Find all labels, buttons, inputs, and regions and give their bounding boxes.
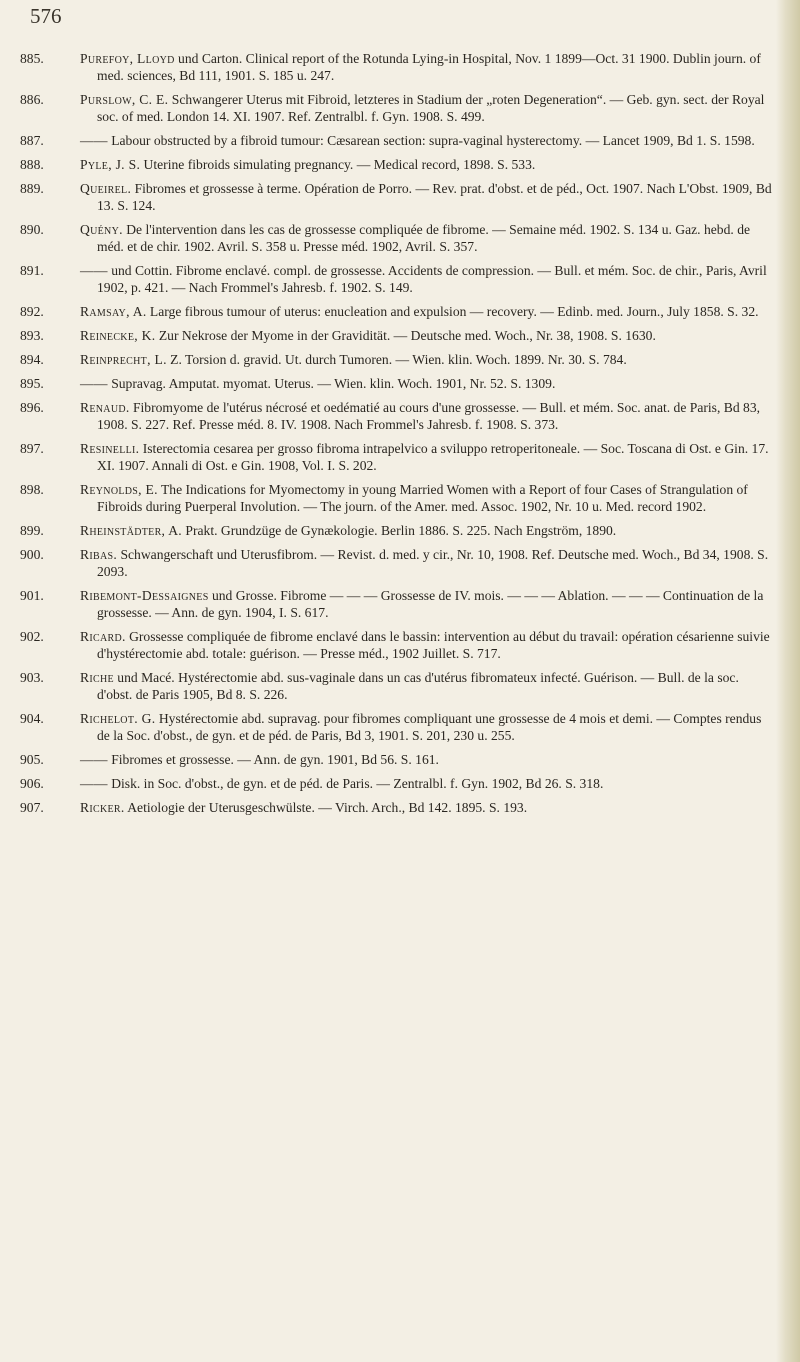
entry-text: Supravag. Amputat. myomat. Uterus. — Wien. klin. Woch. 1901, Nr. 52. S. 1309. — [107, 376, 556, 391]
entry-citation — [80, 375, 772, 392]
bibliography-entry — [20, 180, 772, 214]
entry-author: Riche — [80, 670, 114, 685]
entry-text: Grossesse compliquée de fibrome enclavé dans le bassin: intervention au début du travail: opération césarienne suivie d'hystérectomie abd. totale: guérison. — Presse méd., 1902 Juillet. S. 717. — [97, 629, 770, 661]
bibliography-entry — [20, 303, 772, 320]
entry-citation — [80, 751, 772, 768]
bibliography-entry — [20, 669, 772, 703]
entry-number: 895. — [20, 376, 44, 391]
entry-text: und Grosse. Fibrome — — — Grossesse de IV. mois. — — — Ablation. — — — Continuation de la grossesse. — Ann. de gyn. 1904, I. S. 617. — [97, 588, 764, 620]
entry-text: De l'intervention dans les cas de grossesse compliquée de fibrome. — Semaine méd. 1902. S. 134 u. Gaz. hebd. de méd. et de chir. 1902. Avril. S. 358 u. Presse méd. 1902, Avril. S. 357. — [97, 222, 751, 254]
bibliography-entry — [20, 156, 772, 173]
entry-text: Labour obstructed by a fibroid tumour: Cæsarean section: supra-vaginal hysterectomy. — Lancet 1909, Bd 1. S. 1598. — [107, 133, 755, 148]
entry-text: und Carton. Clinical report of the Rotunda Lying-in Hospital, Nov. 1 1899—Oct. 31 1900. Dublin journ. of med. sciences, Bd 111, 1901. S. 185 u. 247. — [97, 51, 761, 83]
entry-author: —— — [80, 133, 108, 148]
entry-text: Aetiologie der Uterusgeschwülste. — Virch. Arch., Bd 142. 1895. S. 193. — [124, 800, 528, 815]
entry-citation — [80, 522, 772, 539]
entry-text: Isterectomia cesarea per grosso fibroma intrapelvico a sviluppo retroperitoneale. — Soc. Toscana di Ost. e Gin. 17. XI. 1907. Annali di Ost. e Gin. 1908, Vol. I. S. 202. — [97, 441, 769, 473]
entry-number: 892. — [20, 304, 44, 319]
bibliography-entry — [20, 351, 772, 368]
entry-number: 906. — [20, 776, 44, 791]
bibliography-entry — [20, 91, 772, 125]
entry-author: Rheinstädter, A. — [80, 523, 183, 538]
entry-author: —— — [80, 752, 108, 767]
bibliography-entry — [20, 481, 772, 515]
entry-text: Schwangerschaft und Uterusfibrom. — Revist. d. med. y cir., Nr. 10, 1908. Ref. Deutsche med. Woch., Bd 34, 1908. S. 2093. — [97, 547, 769, 579]
entry-citation — [80, 440, 772, 474]
entry-number: 901. — [20, 588, 44, 603]
entry-author: Ricard. — [80, 629, 126, 644]
bibliography-entry — [20, 587, 772, 621]
entry-text: Fibromes et grossesse à terme. Opération de Porro. — Rev. prat. d'obst. et de péd., Oct. 1907. Nach L'Obst. 1909, Bd 13. S. 124. — [97, 181, 772, 213]
entry-number: 891. — [20, 263, 44, 278]
entry-author: Pyle, J. S. — [80, 157, 141, 172]
entry-citation — [80, 669, 772, 703]
entry-text: Hystérectomie abd. supravag. pour fibromes compliquant une grossesse de 4 mois et demi. — Comptes rendus de la Soc. d'obst., de gyn. et de péd. de Paris, Bd 3, 1901. S. 201, 230 u. 255. — [97, 711, 762, 743]
bibliography-list — [20, 50, 772, 823]
entry-number: 888. — [20, 157, 44, 172]
entry-author: Ricker. — [80, 800, 125, 815]
bibliography-entry — [20, 132, 772, 149]
entry-author: Reinprecht, L. — [80, 352, 167, 367]
entry-citation — [80, 481, 772, 515]
entry-number: 902. — [20, 629, 44, 644]
entry-author: Queirel. — [80, 181, 132, 196]
entry-author: —— — [80, 776, 108, 791]
entry-number: 896. — [20, 400, 44, 415]
bibliography-entry — [20, 628, 772, 662]
bibliography-entry — [20, 799, 772, 816]
bibliography-entry — [20, 522, 772, 539]
entry-citation — [80, 221, 772, 255]
entry-text: The Indications for Myomectomy in young Married Women with a Report of four Cases of Strangulation of Fibroids during Puerperal Involution. — The journ. of the Amer. med. Assoc. 1902, Nr. 10 u. Med. record 1902. — [97, 482, 748, 514]
entry-number: 890. — [20, 222, 44, 237]
entry-author: Reynolds, E. — [80, 482, 158, 497]
bibliography-entry — [20, 751, 772, 768]
entry-author: —— — [80, 376, 108, 391]
entry-text: Z. Torsion d. gravid. Ut. durch Tumoren. — Wien. klin. Woch. 1899. Nr. 30. S. 784. — [166, 352, 627, 367]
entry-citation — [80, 180, 772, 214]
bibliography-entry — [20, 440, 772, 474]
entry-text: Large fibrous tumour of uterus: enucleation and expulsion — recovery. — Edinb. med. Journ., July 1858. S. 32. — [146, 304, 759, 319]
entry-author: Richelot. G. — [80, 711, 156, 726]
entry-citation — [80, 303, 772, 320]
bibliography-entry — [20, 50, 772, 84]
entry-citation — [80, 132, 772, 149]
bibliography-entry — [20, 221, 772, 255]
entry-number: 904. — [20, 711, 44, 726]
entry-number: 907. — [20, 800, 44, 815]
bibliography-entry — [20, 546, 772, 580]
entry-citation — [80, 399, 772, 433]
page-edge — [776, 0, 800, 1362]
entry-number: 903. — [20, 670, 44, 685]
bibliography-entry — [20, 262, 772, 296]
entry-number: 900. — [20, 547, 44, 562]
entry-text: Fibromyome de l'utérus nécrosé et oedématié au cours d'une grossesse. — Bull. et mém. Soc. anat. de Paris, Bd 83, 1908. S. 227. Ref. Presse méd. 8. IV. 1908. Nach Frommel's Jahresb. f. 1908. S. 373. — [97, 400, 761, 432]
entry-text: Prakt. Grundzüge de Gynækologie. Berlin 1886. S. 225. Nach Engström, 1890. — [182, 523, 617, 538]
entry-text: Fibromes et grossesse. — Ann. de gyn. 1901, Bd 56. S. 161. — [107, 752, 439, 767]
entry-author: Purslow, C. E. — [80, 92, 169, 107]
page-number: 576 — [30, 4, 62, 28]
entry-author: Ramsay, A. — [80, 304, 147, 319]
entry-number: 894. — [20, 352, 44, 367]
entry-text: Disk. in Soc. d'obst., de gyn. et de péd. de Paris. — Zentralbl. f. Gyn. 1902, Bd 26. S. 318. — [107, 776, 604, 791]
entry-author: —— — [80, 263, 108, 278]
bibliography-entry — [20, 399, 772, 433]
entry-citation — [80, 156, 772, 173]
entry-number: 897. — [20, 441, 44, 456]
entry-citation — [80, 262, 772, 296]
entry-text: Uterine fibroids simulating pregnancy. — Medical record, 1898. S. 533. — [140, 157, 536, 172]
entry-citation — [80, 91, 772, 125]
entry-citation — [80, 587, 772, 621]
entry-text: und Macé. Hystérectomie abd. sus-vaginale dans un cas d'utérus fibromateux infecté. Guérison. — Bull. de la soc. d'obst. de Paris 1905, Bd 8. S. 226. — [97, 670, 739, 702]
entry-author: Ribas. — [80, 547, 118, 562]
entry-citation — [80, 628, 772, 662]
entry-number: 885. — [20, 51, 44, 66]
entry-citation — [80, 775, 772, 792]
entry-number: 889. — [20, 181, 44, 196]
entry-citation — [80, 799, 772, 816]
entry-author: Renaud. — [80, 400, 130, 415]
entry-citation — [80, 351, 772, 368]
entry-text: und Cottin. Fibrome enclavé. compl. de grossesse. Accidents de compression. — Bull. et mém. Soc. de chir., Paris, Avril 1902, p. 421. — Nach Frommel's Jahresb. f. 1902. S. 149. — [97, 263, 767, 295]
entry-number: 886. — [20, 92, 44, 107]
entry-number: 905. — [20, 752, 44, 767]
entry-number: 898. — [20, 482, 44, 497]
bibliography-entry — [20, 775, 772, 792]
entry-citation — [80, 327, 772, 344]
entry-citation — [80, 50, 772, 84]
entry-author: Resinelli. — [80, 441, 140, 456]
entry-author: Ribemont-Dessaignes — [80, 588, 209, 603]
entry-number: 887. — [20, 133, 44, 148]
entry-text: Schwangerer Uterus mit Fibroid, letzteres in Stadium der „roten Degeneration“. — Geb. gyn. sect. der Royal soc. of med. London 14. XI. 1907. Ref. Zentralbl. f. Gyn. 1908. S. 499. — [97, 92, 765, 124]
entry-author: Purefoy, Lloyd — [80, 51, 175, 66]
entry-text: Zur Nekrose der Myome in der Gravidität. — Deutsche med. Woch., Nr. 38, 1908. S. 1630. — [155, 328, 656, 343]
entry-citation — [80, 710, 772, 744]
entry-author: Quény. — [80, 222, 123, 237]
entry-author: Reinecke, K. — [80, 328, 156, 343]
entry-number: 893. — [20, 328, 44, 343]
bibliography-entry — [20, 327, 772, 344]
entry-number: 899. — [20, 523, 44, 538]
entry-citation — [80, 546, 772, 580]
bibliography-entry — [20, 375, 772, 392]
bibliography-entry — [20, 710, 772, 744]
